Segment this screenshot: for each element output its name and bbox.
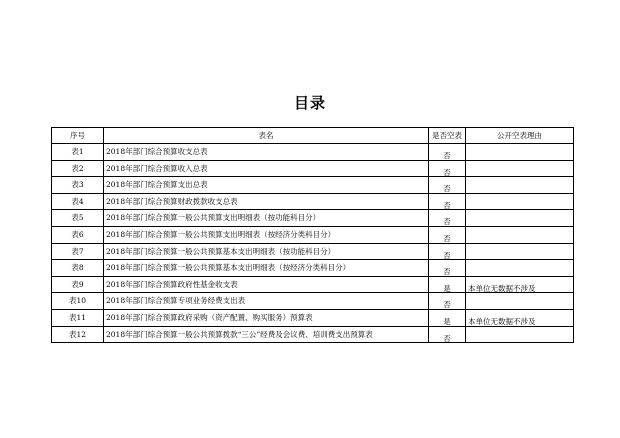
row-empty-flag: 否: [429, 144, 466, 161]
row-reason: [466, 210, 574, 227]
table-row: [52, 226, 574, 243]
row-empty-flag: 否: [429, 260, 466, 277]
row-empty-flag: 是: [429, 309, 466, 326]
header-reason: 公开空表理由: [466, 128, 574, 144]
row-empty-flag: 是: [429, 276, 466, 293]
row-reason: [466, 293, 574, 310]
row-name: 2018年部门综合预算一般公共预算支出明细表（按功能科目分）: [104, 210, 429, 227]
table-row: [52, 243, 574, 260]
table-row: [52, 160, 574, 177]
row-empty-flag: 否: [429, 193, 466, 210]
row-name: 2018年部门综合预算政府采购（资产配置、购买服务）预算表: [104, 309, 429, 326]
row-num: 表4: [52, 193, 104, 210]
row-empty-flag: 否: [429, 293, 466, 310]
row-reason: [466, 326, 574, 343]
row-reason: [466, 193, 574, 210]
row-name: 2018年部门综合预算一般公共预算基本支出明细表（按功能科目分）: [104, 243, 429, 260]
row-empty-flag: 否: [429, 160, 466, 177]
row-num: 表2: [52, 160, 104, 177]
row-empty-flag: 否: [429, 326, 466, 343]
row-name: 2018年部门综合预算收入总表: [104, 160, 429, 177]
row-reason: [466, 243, 574, 260]
row-num: 表11: [52, 309, 104, 326]
row-reason: [466, 160, 574, 177]
page-title: 目录: [293, 94, 326, 112]
table-row: [52, 144, 574, 161]
row-num: 表12: [52, 326, 104, 343]
row-num: 表10: [52, 293, 104, 310]
table-row: [52, 276, 574, 293]
row-name: 2018年部门综合预算收支总表: [104, 144, 429, 161]
row-empty-flag: 否: [429, 226, 466, 243]
header-num: 序号: [52, 128, 104, 144]
table-row: [52, 177, 574, 194]
header-row: [52, 128, 574, 144]
row-name: 2018年部门综合预算财政拨款收支总表: [104, 193, 429, 210]
row-name: 2018年部门综合预算政府性基金收支表: [104, 276, 429, 293]
row-num: 表9: [52, 276, 104, 293]
row-num: 表1: [52, 144, 104, 161]
table-row: [52, 260, 574, 277]
toc-table: [51, 127, 574, 343]
row-reason: [466, 260, 574, 277]
row-empty-flag: 否: [429, 177, 466, 194]
row-reason: [466, 144, 574, 161]
table-row: [52, 326, 574, 343]
row-name: 2018年部门综合预算一般公共预算拨款“三公”经费及会议费、培训费支出预算表: [104, 326, 429, 343]
table-row: [52, 193, 574, 210]
table-row: [52, 293, 574, 310]
row-num: 表7: [52, 243, 104, 260]
row-empty-flag: 否: [429, 243, 466, 260]
header-empty: 是否空表: [429, 128, 466, 144]
row-name: 2018年部门综合预算一般公共预算支出明细表（按经济分类科目分）: [104, 226, 429, 243]
row-name: 2018年部门综合预算专项业务经费支出表: [104, 293, 429, 310]
header-name: 表名: [104, 128, 429, 144]
row-reason: 本单位无数据不涉及: [466, 309, 574, 326]
table-row: [52, 309, 574, 326]
row-empty-flag: 否: [429, 210, 466, 227]
row-name: 2018年部门综合预算一般公共预算基本支出明细表（按经济分类科目分）: [104, 260, 429, 277]
row-num: 表3: [52, 177, 104, 194]
row-name: 2018年部门综合预算支出总表: [104, 177, 429, 194]
row-num: 表8: [52, 260, 104, 277]
row-reason: [466, 177, 574, 194]
row-reason: 本单位无数据不涉及: [466, 276, 574, 293]
row-num: 表5: [52, 210, 104, 227]
row-reason: [466, 226, 574, 243]
row-num: 表6: [52, 226, 104, 243]
table-row: [52, 210, 574, 227]
